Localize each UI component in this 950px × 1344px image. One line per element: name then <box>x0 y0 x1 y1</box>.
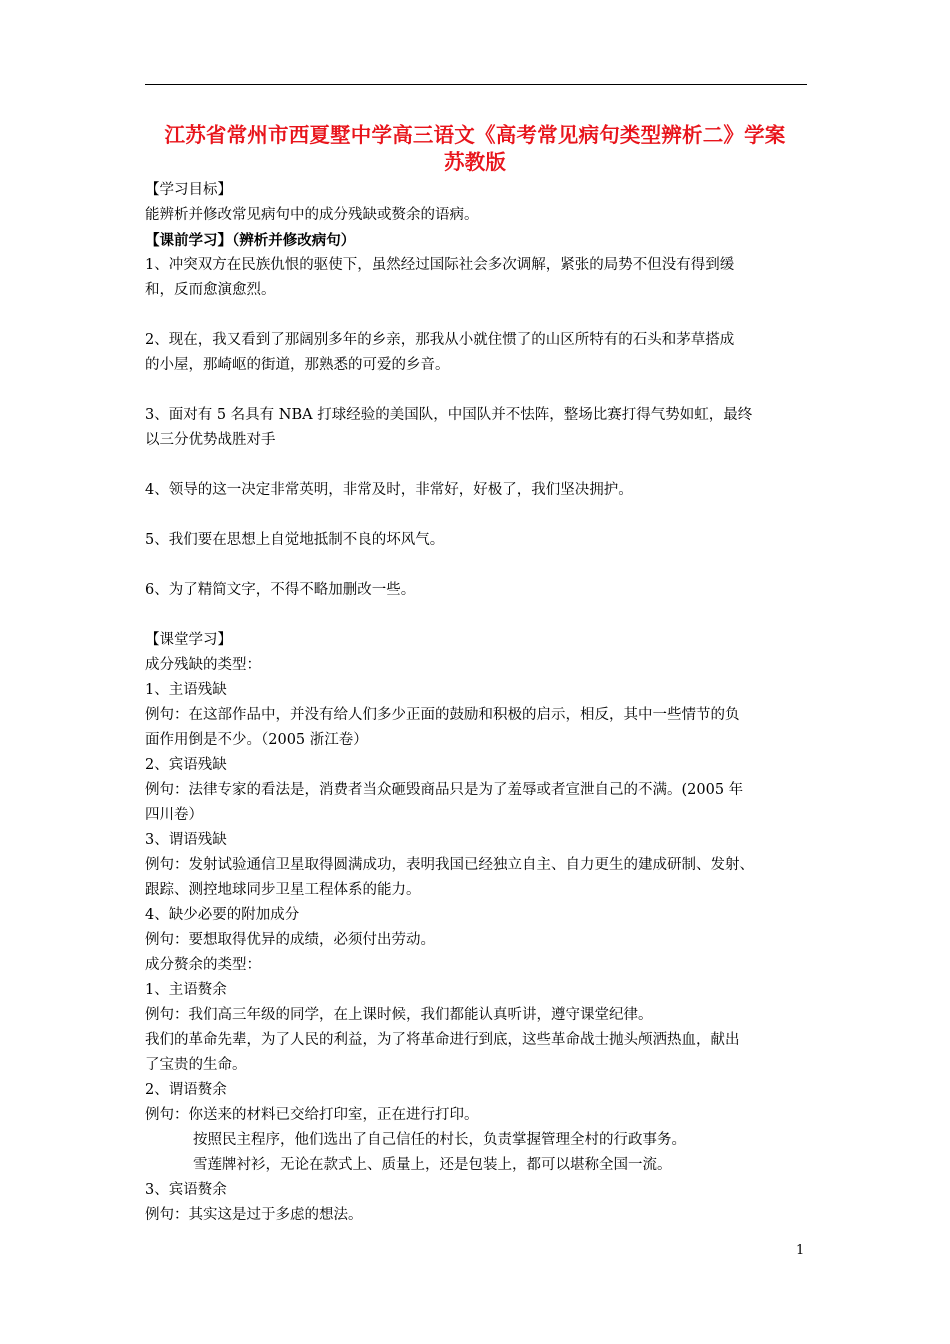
title-line-1: 江苏省常州市西夏墅中学高三语文《高考常见病句类型辨析二》学案 <box>164 123 786 147</box>
missing-2-line-2: 四川卷） <box>145 807 203 823</box>
redundant-1-line-2: 我们的革命先辈，为了人民的利益，为了将革命进行到底，这些革命战士抛头颅洒热血，献出 <box>145 1032 740 1048</box>
missing-2-line-1: 例句：法律专家的看法是，消费者当众砸毁商品只是为了羞辱或者宣泄自己的不满。(2005 年 <box>145 782 744 798</box>
pre-item-2-line-1: 2、现在，我又看到了那阔别多年的乡亲，那我从小就住惯了的山区所特有的石头和茅草搭成 <box>145 332 735 348</box>
redundant-2-label: 2、谓语赘余 <box>145 1082 227 1098</box>
pre-item-2-line-2: 的小屋，那崎岖的街道，那熟悉的可爱的乡音。 <box>145 357 450 373</box>
missing-3-line-2: 跟踪、测控地球同步卫星工程体系的能力。 <box>145 882 421 898</box>
missing-2-label: 2、宾语残缺 <box>145 757 227 773</box>
missing-types-heading: 成分残缺的类型： <box>145 657 261 673</box>
document-body <box>145 178 810 1228</box>
page-number: 1 <box>796 1243 805 1258</box>
redundant-2-line-1: 例句：你送来的材料已交给打印室，正在进行打印。 <box>145 1107 479 1123</box>
pre-item-3-line-1: 3、面对有 5 名具有 NBA 打球经验的美国队，中国队并不怯阵，整场比赛打得气势如虹，最终 <box>145 407 753 423</box>
redundant-2-indent-1: 按照民主程序，他们选出了自己信任的村长，负责掌握管理全村的行政事务。 <box>193 1132 686 1148</box>
missing-1-label: 1、主语残缺 <box>145 682 227 698</box>
pre-item-1-line-2: 和，反而愈演愈烈。 <box>145 282 276 298</box>
pre-study-heading: 【课前学习】（辨析并修改病句） <box>145 232 356 249</box>
missing-1-line-1: 例句：在这部作品中，并没有给人们多少正面的鼓励和积极的启示，相反，其中一些情节的负 <box>145 707 740 723</box>
missing-4-line-1: 例句：要想取得优异的成绩，必须付出劳动。 <box>145 932 435 948</box>
redundant-1-line-3: 了宝贵的生命。 <box>145 1057 247 1073</box>
objectives-text: 能辨析并修改常见病句中的成分残缺或赘余的语病。 <box>145 207 479 223</box>
header-rule <box>145 84 807 85</box>
redundant-2-indent-2: 雪莲牌衬衫，无论在款式上、质量上，还是包装上，都可以堪称全国一流。 <box>193 1157 672 1173</box>
redundant-1-line-1: 例句：我们高三年级的同学，在上课时候，我们都能认真听讲，遵守课堂纪律。 <box>145 1007 653 1023</box>
pre-item-6: 6、为了精简文字，不得不略加删改一些。 <box>145 582 416 598</box>
document-title <box>110 122 840 176</box>
missing-3-line-1: 例句：发射试验通信卫星取得圆满成功，表明我国已经独立自主、自力更生的建成研制、发射、 <box>145 857 754 873</box>
title-line-2: 苏教版 <box>443 150 507 174</box>
pre-item-4: 4、领导的这一决定非常英明，非常及时，非常好，好极了，我们坚决拥护。 <box>145 482 633 498</box>
class-study-heading: 【课堂学习】 <box>145 632 232 648</box>
redundant-types-heading: 成分赘余的类型： <box>145 957 261 973</box>
missing-3-label: 3、谓语残缺 <box>145 832 227 848</box>
pre-item-5: 5、我们要在思想上自觉地抵制不良的坏风气。 <box>145 532 445 548</box>
missing-1-line-2: 面作用倒是不少。（2005 浙江卷） <box>145 732 368 748</box>
redundant-3-line-1: 例句：其实这是过于多虑的想法。 <box>145 1207 363 1223</box>
missing-4-label: 4、缺少必要的附加成分 <box>145 907 300 923</box>
objectives-heading: 【学习目标】 <box>145 182 232 198</box>
redundant-1-label: 1、主语赘余 <box>145 982 227 998</box>
pre-item-3-line-2: 以三分优势战胜对手 <box>145 432 276 448</box>
pre-item-1-line-1: 1、冲突双方在民族仇恨的驱使下，虽然经过国际社会多次调解，紧张的局势不但没有得到缓 <box>145 257 735 273</box>
redundant-3-label: 3、宾语赘余 <box>145 1182 227 1198</box>
